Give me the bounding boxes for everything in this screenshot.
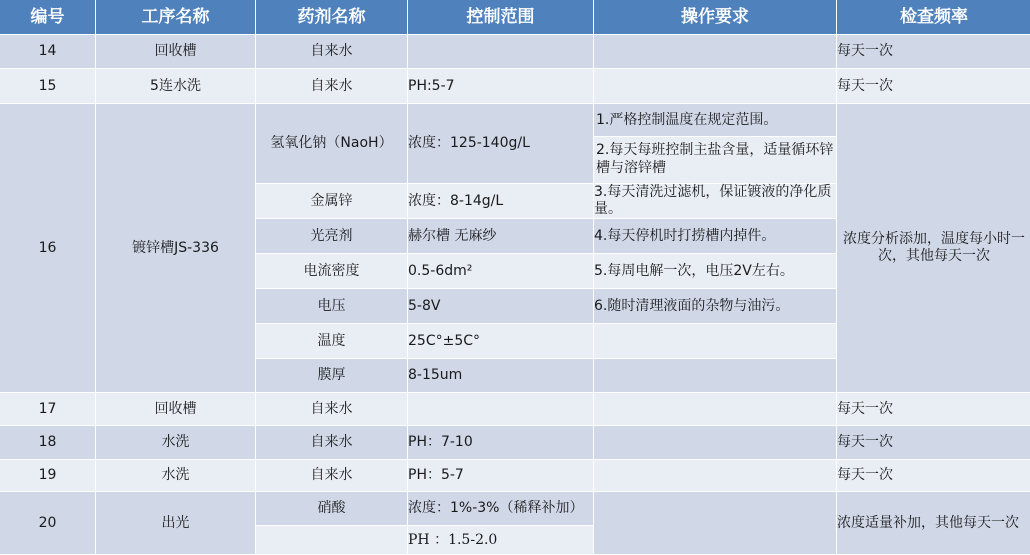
cell-freq: 每天一次 [837,35,1030,69]
cell-process: 水洗 [96,426,256,460]
table-row [0,104,1030,184]
cell-range: 25C°±5C° [408,324,594,359]
cell-range: 浓度：125-140g/L [408,104,594,184]
cell-no: 20 [0,492,96,555]
header-freq: 检查频率 [837,0,1030,35]
cell-agent: 硝酸 [256,492,408,526]
cell-freq: 每天一次 [837,426,1030,460]
cell-freq: 每天一次 [837,393,1030,426]
cell-range: PH：5-7 [408,460,594,492]
cell-agent: 金属锌 [256,184,408,219]
cell-ops [594,69,837,104]
table-row [0,69,1030,104]
ops-item: 1.严格控制温度在规定范围。 [594,104,836,137]
cell-freq: 每天一次 [837,69,1030,104]
cell-range: 0.5-6dm² [408,254,594,289]
cell-range: 5-8V [408,289,594,324]
cell-ops [594,104,837,184]
cell-agent: 电压 [256,289,408,324]
table-row [0,492,1030,526]
cell-ops: 4.每天停机时打捞槽内掉件。 [594,219,837,254]
cell-range: 赫尔槽 无麻纱 [408,219,594,254]
cell-agent: 光亮剂 [256,219,408,254]
cell-agent: 自来水 [256,426,408,460]
cell-no: 14 [0,35,96,69]
cell-process: 回收槽 [96,393,256,426]
cell-ops [594,426,837,460]
table-row [0,426,1030,460]
cell-range [408,393,594,426]
cell-process: 5连水洗 [96,69,256,104]
cell-no: 16 [0,104,96,393]
cell-ops: 6.随时清理液面的杂物与油污。 [594,289,837,324]
cell-ops [594,393,837,426]
cell-freq: 浓度适量补加，其他每天一次 [837,492,1030,555]
cell-freq: 每天一次 [837,460,1030,492]
cell-process: 水洗 [96,460,256,492]
cell-ops [594,492,837,555]
cell-agent: 温度 [256,324,408,359]
cell-range: 浓度：1%-3%（稀释补加） [408,492,594,526]
cell-no: 17 [0,393,96,426]
cell-no: 18 [0,426,96,460]
table-row [0,35,1030,69]
header-row [0,0,1030,35]
cell-ops [594,359,837,393]
header-range: 控制范围 [408,0,594,35]
cell-agent: 自来水 [256,69,408,104]
cell-ops [594,460,837,492]
table-row [0,460,1030,492]
cell-ops [594,35,837,69]
cell-agent: 膜厚 [256,359,408,393]
table-row [0,393,1030,426]
header-agent: 药剂名称 [256,0,408,35]
header-no: 编号 [0,0,96,35]
cell-range [408,35,594,69]
cell-agent: 自来水 [256,460,408,492]
cell-range: 浓度：8-14g/L [408,184,594,219]
cell-agent: 自来水 [256,35,408,69]
cell-range: 8-15um [408,359,594,393]
cell-ops [594,324,837,359]
cell-agent: 氢氧化钠（NaoH） [256,104,408,184]
cell-ops: 3.每天清洗过滤机，保证镀液的净化质量。 [594,184,837,219]
cell-process: 回收槽 [96,35,256,69]
cell-process: 镀锌槽JS-336 [96,104,256,393]
header-ops: 操作要求 [594,0,837,35]
cell-no: 19 [0,460,96,492]
cell-no: 15 [0,69,96,104]
cell-agent [256,526,408,555]
cell-agent: 电流密度 [256,254,408,289]
header-process: 工序名称 [96,0,256,35]
cell-range: PH：7-10 [408,426,594,460]
cell-ops: 5.每周电解一次，电压2V左右。 [594,254,837,289]
ops-item: 2.每天每班控制主盐含量，适量循环锌槽与溶锌槽 [594,137,836,183]
cell-range: PH ：1.5-2.0 [408,526,594,555]
cell-freq: 浓度分析添加，温度每小时一次，其他每天一次 [837,104,1030,393]
cell-agent: 自来水 [256,393,408,426]
cell-range: PH:5-7 [408,69,594,104]
cell-process: 出光 [96,492,256,555]
